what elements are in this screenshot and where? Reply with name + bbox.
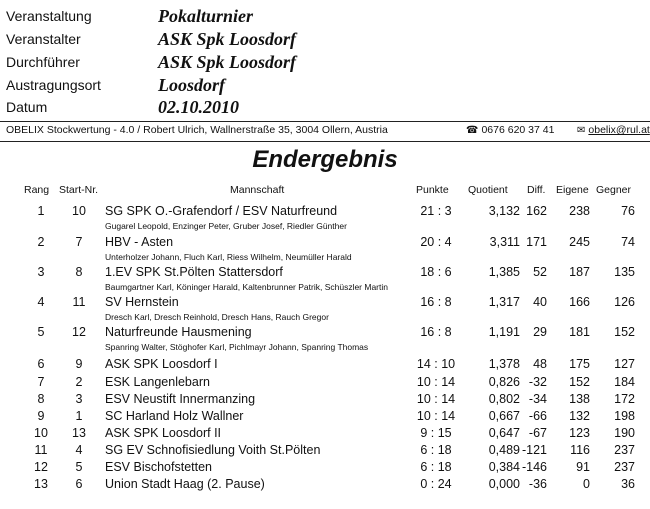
own-score: 245 — [569, 235, 590, 249]
phone-contact — [466, 124, 554, 136]
points: 9 : 15 — [420, 426, 452, 440]
difference: -121 — [521, 443, 547, 457]
header-punkte: Punkte — [416, 184, 449, 196]
header-diff: Diff. — [527, 184, 546, 196]
opponent-score: 126 — [614, 295, 635, 309]
team-name: 1.EV SPK St.Pölten Stattersdorf — [105, 265, 283, 279]
rank: 1 — [37, 204, 45, 218]
difference: 162 — [526, 204, 547, 218]
points: 6 : 18 — [420, 460, 452, 474]
envelope-icon: ✉ — [577, 125, 586, 136]
meta-value: Pokalturnier — [158, 6, 254, 26]
email-contact — [577, 124, 650, 136]
difference: 48 — [533, 357, 547, 371]
opponent-score: 76 — [621, 204, 635, 218]
meta-value: ASK Spk Loosdorf — [158, 29, 297, 49]
start-number: 11 — [72, 295, 86, 309]
rank: 12 — [34, 460, 48, 474]
team-name: SV Hernstein — [105, 295, 179, 309]
quotient: 1,385 — [488, 265, 520, 279]
difference: 52 — [533, 265, 547, 279]
divider-bottom — [0, 141, 650, 142]
team-name: ASK SPK Loosdorf II — [105, 426, 222, 440]
opponent-score: 198 — [614, 409, 635, 423]
team-name: ESV Neustift Innermanzing — [105, 392, 256, 406]
difference: 40 — [533, 295, 547, 309]
opponent-score: 172 — [614, 392, 635, 406]
software-footer — [6, 124, 650, 140]
rank: 8 — [37, 392, 45, 406]
start-number: 8 — [75, 265, 83, 279]
meta-label: Veranstaltung — [6, 8, 92, 24]
team-players: Spanring Walter, Stöghofer Karl, Pichlmayr Johann, Spanring Thomas — [105, 342, 369, 352]
difference: -66 — [528, 409, 547, 423]
difference: 171 — [526, 235, 547, 249]
start-number: 5 — [75, 460, 83, 474]
points: 14 : 10 — [416, 357, 456, 371]
team-players: Dresch Karl, Dresch Reinhold, Dresch Hans, Rauch Gregor — [105, 312, 329, 322]
own-score: 181 — [569, 325, 590, 339]
start-number: 2 — [75, 375, 83, 389]
email-link[interactable]: obelix@rul.at — [588, 124, 650, 136]
own-score: 123 — [569, 426, 590, 440]
difference: -34 — [528, 392, 547, 406]
header-rang: Rang — [24, 184, 50, 196]
header-start: Start-Nr. — [59, 184, 99, 196]
meta-value: 02.10.2010 — [158, 97, 239, 117]
header-eigene: Eigene — [556, 184, 589, 196]
quotient: 0,802 — [488, 392, 520, 406]
header-gegner: Gegner — [596, 184, 632, 196]
quotient: 0,000 — [488, 477, 520, 491]
difference: -146 — [521, 460, 547, 474]
team-name: SG SPK O.-Grafendorf / ESV Naturfreund — [105, 204, 338, 218]
own-score: 138 — [569, 392, 590, 406]
own-score: 166 — [569, 295, 590, 309]
divider-top — [0, 121, 650, 122]
opponent-score: 237 — [614, 443, 635, 457]
team-name: ASK SPK Loosdorf I — [105, 357, 218, 371]
rank: 5 — [37, 325, 45, 339]
points: 10 : 14 — [416, 409, 456, 423]
rank: 10 — [34, 426, 48, 440]
rank: 4 — [37, 295, 45, 309]
own-score: 0 — [583, 477, 590, 491]
points: 16 : 8 — [420, 325, 452, 339]
opponent-score: 135 — [614, 265, 635, 279]
points: 18 : 6 — [420, 265, 452, 279]
header-team: Mannschaft — [230, 184, 285, 196]
team-name: ESV Bischofstetten — [105, 460, 213, 474]
own-score: 238 — [569, 204, 590, 218]
difference: 29 — [533, 325, 547, 339]
start-number: 3 — [75, 392, 83, 406]
telephone-icon: ☎ — [466, 125, 479, 136]
team-players: Gugarel Leopold, Enzinger Peter, Gruber Josef, Riedler Günther — [105, 221, 347, 231]
own-score: 187 — [569, 265, 590, 279]
rank: 11 — [34, 443, 48, 457]
team-name: ESK Langenlebarn — [105, 375, 210, 389]
meta-value: Loosdorf — [158, 75, 225, 95]
own-score: 91 — [576, 460, 590, 474]
start-number: 12 — [72, 325, 86, 339]
team-name: HBV - Asten — [105, 235, 174, 249]
team-players: Unterholzer Johann, Fluch Karl, Riess Wilhelm, Neumüller Harald — [105, 252, 352, 262]
rank: 7 — [37, 375, 45, 389]
phone-number: 0676 620 37 41 — [481, 124, 555, 136]
opponent-score: 36 — [621, 477, 635, 491]
quotient: 0,489 — [488, 443, 520, 457]
quotient: 0,667 — [488, 409, 520, 423]
opponent-score: 152 — [614, 325, 635, 339]
difference: -36 — [528, 477, 547, 491]
meta-label: Durchführer — [6, 54, 80, 70]
meta-label: Austragungsort — [6, 77, 101, 93]
start-number: 4 — [75, 443, 83, 457]
opponent-score: 74 — [621, 235, 635, 249]
quotient: 3,132 — [488, 204, 520, 218]
software-credit: OBELIX Stockwertung - 4.0 / Robert Ulrich, Wallnerstraße 35, 3004 Ollern, Austria — [6, 124, 388, 136]
start-number: 10 — [72, 204, 86, 218]
page-title: Endergebnis — [252, 146, 398, 173]
start-number: 7 — [75, 235, 83, 249]
team-name: Union Stadt Haag (2. Pause) — [105, 477, 265, 491]
team-players: Baumgartner Karl, Köninger Harald, Kaltenbrunner Patrik, Schüszler Martin — [105, 282, 388, 292]
team-name: SC Harland Holz Wallner — [105, 409, 244, 423]
opponent-score: 127 — [614, 357, 635, 371]
opponent-score: 184 — [614, 375, 635, 389]
meta-label: Veranstalter — [6, 31, 81, 47]
rank: 9 — [37, 409, 45, 423]
start-number: 1 — [75, 409, 83, 423]
team-name: SG EV Schnofisiedlung Voith St.Pölten — [105, 443, 321, 457]
quotient: 1,317 — [488, 295, 520, 309]
own-score: 132 — [569, 409, 590, 423]
quotient: 0,384 — [488, 460, 520, 474]
rank: 6 — [37, 357, 45, 371]
own-score: 152 — [569, 375, 590, 389]
opponent-score: 237 — [614, 460, 635, 474]
start-number: 6 — [75, 477, 83, 491]
points: 20 : 4 — [420, 235, 452, 249]
difference: -67 — [528, 426, 547, 440]
meta-value: ASK Spk Loosdorf — [158, 52, 297, 72]
points: 16 : 8 — [420, 295, 452, 309]
points: 10 : 14 — [416, 375, 456, 389]
meta-label: Datum — [6, 99, 48, 115]
header-quotient: Quotient — [468, 184, 508, 196]
points: 10 : 14 — [416, 392, 456, 406]
own-score: 116 — [570, 443, 590, 457]
start-number: 9 — [75, 357, 83, 371]
quotient: 1,191 — [488, 325, 520, 339]
points: 6 : 18 — [420, 443, 452, 457]
quotient: 3,311 — [489, 235, 520, 249]
points: 0 : 24 — [420, 477, 452, 491]
quotient: 0,647 — [488, 426, 520, 440]
team-name: Naturfreunde Hausmening — [105, 325, 252, 339]
start-number: 13 — [72, 426, 86, 440]
quotient: 1,378 — [488, 357, 520, 371]
rank: 2 — [37, 235, 45, 249]
opponent-score: 190 — [614, 426, 635, 440]
quotient: 0,826 — [488, 375, 520, 389]
rank: 3 — [37, 265, 45, 279]
points: 21 : 3 — [420, 204, 452, 218]
rank: 13 — [34, 477, 48, 491]
difference: -32 — [528, 375, 547, 389]
own-score: 175 — [569, 357, 590, 371]
